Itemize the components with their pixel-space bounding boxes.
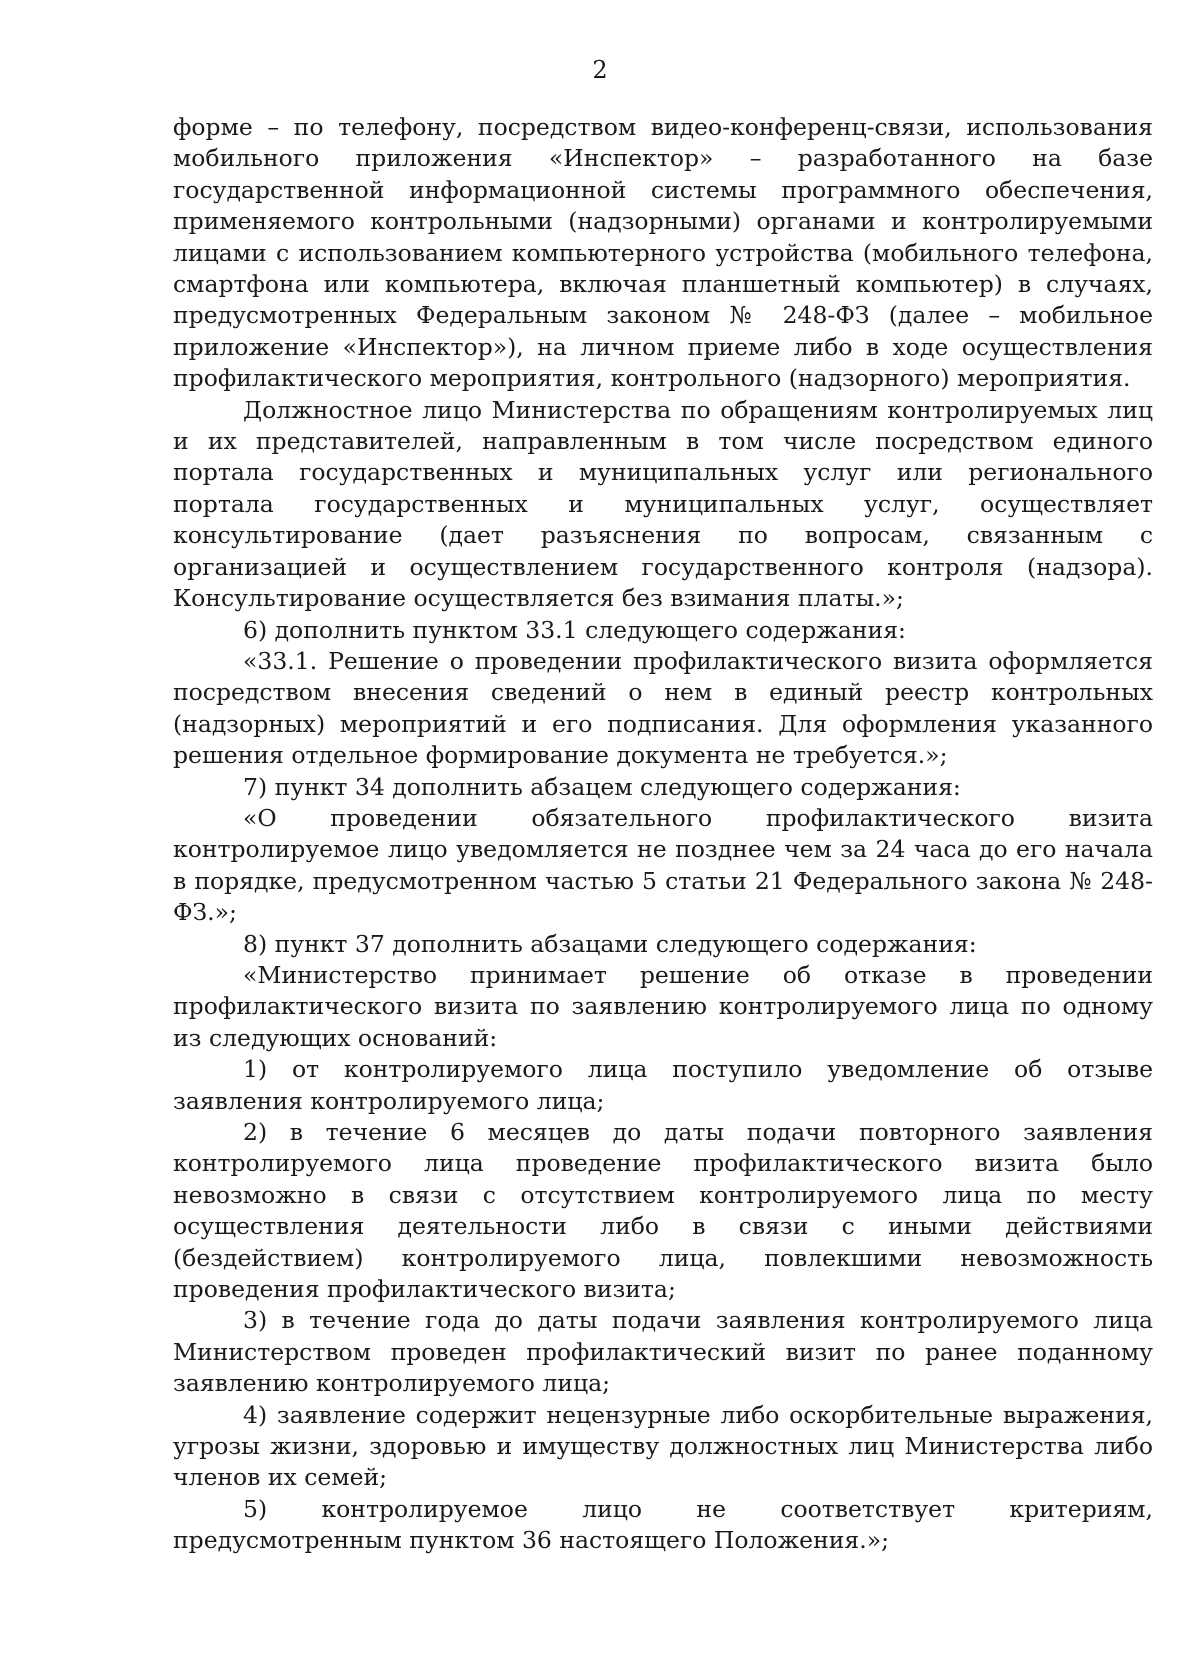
paragraph: 4) заявление содержит нецензурные либо оскорбительные выражения, угрозы жизни, здоровью и имуществу должностных лиц Министерства либо членов их семей; — [173, 1400, 1153, 1492]
paragraph: «Министерство принимает решение об отказе в проведении профилактического визита по заявлению контролируемого лица по одному из следующих оснований: — [173, 960, 1153, 1052]
paragraph: 8) пункт 37 дополнить абзацами следующего содержания: — [243, 929, 977, 958]
paragraph: «О проведении обязательного профилактического визита контролируемое лицо уведомляется не позднее чем за 24 часа до его начала в порядке, предусмотренном частью 5 статьи 21 Федерального закона № 248-ФЗ.»; — [173, 803, 1153, 927]
paragraph: 7) пункт 34 дополнить абзацем следующего содержания: — [243, 772, 961, 801]
paragraph: 2) в течение 6 месяцев до даты подачи повторного заявления контролируемого лица проведение профилактического визита было невозможно в связи с отсутствием контролируемого лица по месту осуществления деятельности либо в связи с иными действиями (бездействием) контролируемого лица, повлекшими невозможность проведения профилактического визита; — [173, 1118, 1153, 1304]
paragraph: 1) от контролируемого лица поступило уведомление об отзыве заявления контролируемого лица; — [173, 1055, 1153, 1115]
paragraph: 5) контролируемое лицо не соответствует критериям, предусмотренным пунктом 36 настоящего Положения.»; — [173, 1494, 1153, 1555]
page-number: 2 — [592, 56, 608, 84]
paragraph: 6) дополнить пунктом 33.1 следующего содержания: — [243, 615, 906, 644]
paragraph: «33.1. Решение о проведении профилактического визита оформляется посредством внесения сведений о нем в единый реестр контрольных (надзорных) мероприятий и его подписания. Для оформления указанного решения отдельное формирование документа не требуется.»; — [173, 646, 1153, 770]
paragraph: Должностное лицо Министерства по обращениям контролируемых лиц и их представителей, направленным в том числе посредством единого портала государственных и муниципальных услуг или регионального портала государственных и муниципальных услуг, осуществляет консультирование (дает разъяснения по вопросам, связанным с организацией и осуществлением государственного контроля (надзора). Консультирование осуществляется без взимания платы.»; — [173, 395, 1153, 613]
paragraph: форме – по телефону, посредством видео-конференц-связи, использования мобильного приложения «Инспектор» – разработанного на базе государственной информационной системы программного обеспечения, применяемого контрольными (надзорными) органами и контролируемыми лицами с использованием компьютерного устройства (мобильного телефона, смартфона или компьютера, включая планшетный компьютер) в случаях, предусмотренных Федеральным законом № 248-ФЗ (далее – мобильное приложение «Инспектор»), на личном приеме либо в ходе осуществления профилактического мероприятия, контрольного (надзорного) мероприятия. — [173, 113, 1153, 393]
paragraph: 3) в течение года до даты подачи заявления контролируемого лица Министерством проведен профилактический визит по ранее поданному заявлению контролируемого лица; — [173, 1306, 1153, 1398]
document-body — [173, 112, 1153, 1557]
